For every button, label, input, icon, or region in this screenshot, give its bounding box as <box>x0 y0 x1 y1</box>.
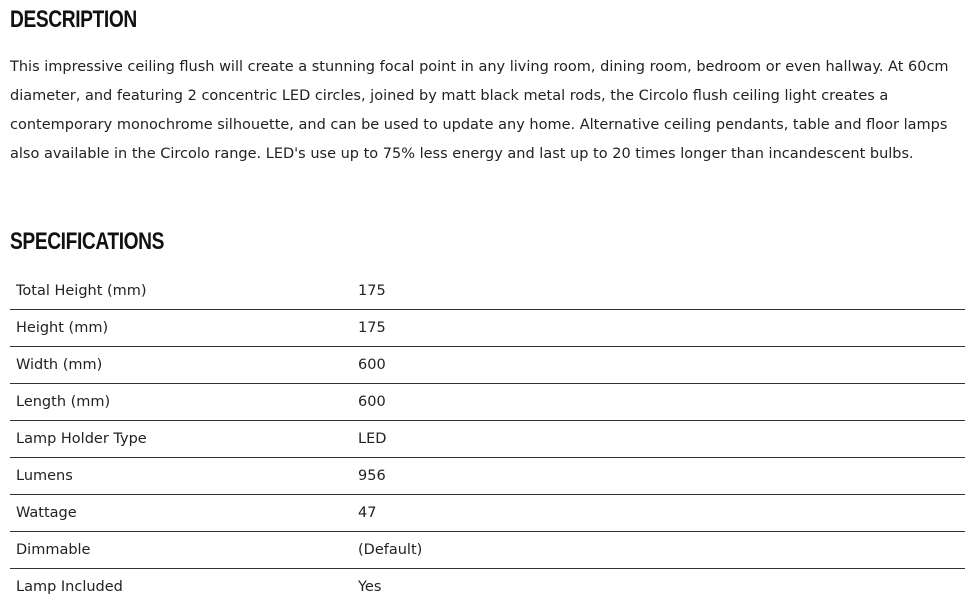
spec-value: Yes <box>352 569 965 605</box>
spec-value: 175 <box>352 310 965 347</box>
spec-label: Height (mm) <box>10 310 352 347</box>
spec-value: 600 <box>352 347 965 384</box>
spec-label: Width (mm) <box>10 347 352 384</box>
spec-label: Length (mm) <box>10 384 352 421</box>
description-text: This impressive ceiling flush will create a stunning focal point in any living room, dining room, bedroom or even hallway. At 60cm diameter, and featuring 2 concentric LED circles, joined by matt black metal rods, the Circolo flush ceiling light creates a contemporary monochrome silhouette, and can be used to update any home. Alternative ceiling pendants, table and floor lamps also available in the Circolo range. LED's use up to 75% less energy and last up to 20 times longer than incandescent bulbs. <box>10 53 965 169</box>
spec-row <box>10 310 965 347</box>
spec-value: LED <box>352 421 965 458</box>
spec-row <box>10 273 965 310</box>
description-heading: DESCRIPTION <box>10 8 137 32</box>
spec-label: Dimmable <box>10 532 352 569</box>
spec-value: 600 <box>352 384 965 421</box>
specifications-heading: SPECIFICATIONS <box>10 230 164 254</box>
spec-row <box>10 421 965 458</box>
spec-row <box>10 458 965 495</box>
specifications-table <box>10 273 965 605</box>
spec-value: (Default) <box>352 532 965 569</box>
spec-row <box>10 532 965 569</box>
spec-value: 47 <box>352 495 965 532</box>
spec-row <box>10 495 965 532</box>
spec-row <box>10 384 965 421</box>
spec-label: Lamp Holder Type <box>10 421 352 458</box>
spec-label: Lumens <box>10 458 352 495</box>
spec-value: 175 <box>352 273 965 310</box>
spec-row <box>10 569 965 605</box>
spec-label: Wattage <box>10 495 352 532</box>
spec-label: Lamp Included <box>10 569 352 605</box>
spec-label: Total Height (mm) <box>10 273 352 310</box>
spec-row <box>10 347 965 384</box>
spec-value: 956 <box>352 458 965 495</box>
